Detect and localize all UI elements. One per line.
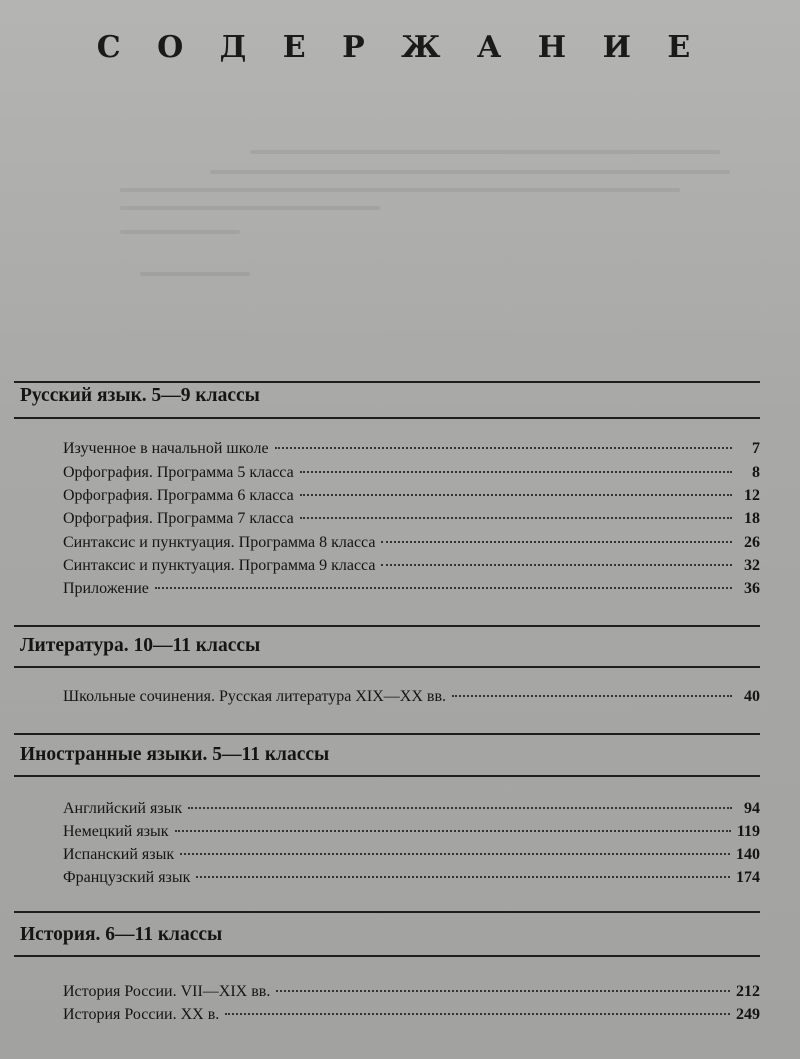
page-title: С О Д Е Р Ж А Н И Е <box>96 30 704 65</box>
dot-leader <box>175 830 731 832</box>
dot-leader <box>180 853 730 855</box>
toc-entry <box>63 1006 760 1028</box>
entry-page: 212 <box>736 983 760 1000</box>
entry-page: 94 <box>744 800 760 817</box>
entry-page: 36 <box>744 580 760 597</box>
entry-label: Приложение <box>63 580 149 597</box>
dot-leader <box>300 494 732 496</box>
dot-leader <box>300 471 732 473</box>
entry-label: Синтаксис и пунктуация. Программа 8 класса <box>63 534 376 551</box>
entry-page: 8 <box>752 464 760 481</box>
entry-page: 140 <box>736 846 760 863</box>
entry-label: Синтаксис и пунктуация. Программа 9 класса <box>63 557 376 574</box>
dot-leader <box>225 1013 730 1015</box>
section-bottom-rule <box>14 666 760 668</box>
toc-entry <box>63 510 760 532</box>
toc-entry <box>63 869 760 891</box>
section-title: Русский язык. 5—9 классы <box>20 385 260 406</box>
entry-label: Орфография. Программа 7 класса <box>63 510 294 527</box>
toc-entry <box>63 464 760 486</box>
toc-entry <box>63 823 760 845</box>
entry-label: История России. VII—XIX вв. <box>63 983 271 1000</box>
section-title: Литература. 10—11 классы <box>20 635 261 656</box>
toc-entry <box>63 557 760 579</box>
dot-leader <box>381 541 732 543</box>
entry-label: Испанский язык <box>63 846 175 863</box>
toc-entry <box>63 846 760 868</box>
dot-leader <box>196 876 730 878</box>
dot-leader <box>275 447 732 449</box>
entry-page: 119 <box>736 823 760 840</box>
toc-entry <box>63 688 760 710</box>
entry-label: Французский язык <box>63 869 191 886</box>
section-bottom-rule <box>14 955 760 957</box>
entry-label: Школьные сочинения. Русская литература XIX—XX вв. <box>63 688 446 705</box>
entry-label: Английский язык <box>63 800 183 817</box>
entry-page: 40 <box>744 688 760 705</box>
toc-entry <box>63 580 760 602</box>
dot-leader <box>188 807 732 809</box>
entry-page: 18 <box>744 510 760 527</box>
entry-label: Изученное в начальной школе <box>63 440 269 457</box>
dot-leader <box>452 695 732 697</box>
dot-leader <box>155 587 732 589</box>
entry-page: 32 <box>744 557 760 574</box>
section-top-rule <box>14 733 760 735</box>
entry-page: 174 <box>736 869 760 886</box>
entry-label: Орфография. Программа 5 класса <box>63 464 294 481</box>
dot-leader <box>381 564 732 566</box>
toc-entry <box>63 534 760 556</box>
section-title: Иностранные языки. 5—11 классы <box>20 744 330 765</box>
entry-label: Орфография. Программа 6 класса <box>63 487 294 504</box>
entry-page: 12 <box>744 487 760 504</box>
toc-entry <box>63 800 760 822</box>
section-top-rule <box>14 381 760 383</box>
entry-page: 249 <box>736 1006 760 1023</box>
dot-leader <box>300 517 732 519</box>
toc-entry <box>63 487 760 509</box>
toc-entry <box>63 440 760 462</box>
entry-label: История России. XX в. <box>63 1006 220 1023</box>
section-bottom-rule <box>14 417 760 419</box>
section-top-rule <box>14 625 760 627</box>
entry-label: Немецкий язык <box>63 823 169 840</box>
section-title: История. 6—11 классы <box>20 924 223 945</box>
section-top-rule <box>14 911 760 913</box>
toc-entry <box>63 983 760 1005</box>
entry-page: 26 <box>744 534 760 551</box>
entry-page: 7 <box>752 440 760 457</box>
section-bottom-rule <box>14 775 760 777</box>
dot-leader <box>276 990 730 992</box>
